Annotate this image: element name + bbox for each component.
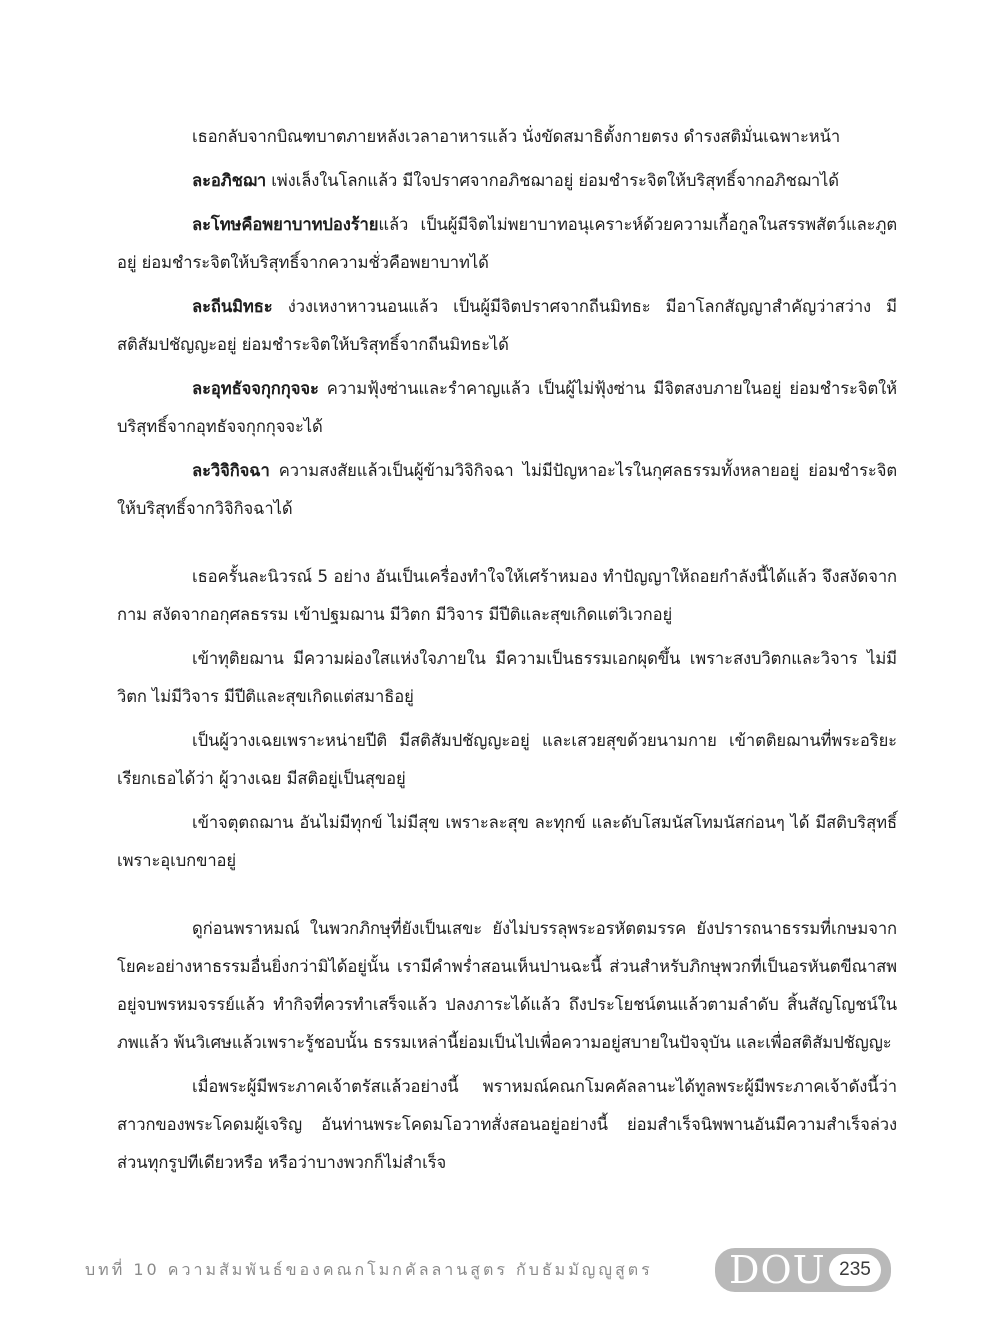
paragraph-bold: ละถีนมิทธะ [192, 297, 273, 316]
paragraph [117, 370, 897, 446]
paragraph [117, 118, 897, 156]
paragraph-text: เข้าจตุตถฌาน อันไม่มีทุกข์ ไม่มีสุข เพราะละสุข ละทุกข์ และดับโสมนัสโทมนัสก่อนๆ ได้ มีสติบริสุทธิ์เพราะอุเบกขาอยู่ [117, 813, 897, 870]
footer-badge [715, 1248, 891, 1292]
paragraph [117, 162, 897, 200]
paragraph-bold: ละโทษคือพยาบาทปองร้าย [192, 215, 379, 234]
paragraph-text: เข้าทุติยฌาน มีความผ่องใสแห่งใจภายใน มีความเป็นธรรมเอกผุดขึ้น เพราะสงบวิตกและวิจาร ไม่มีวิตก ไม่มีวิจาร มีปีติและสุขเกิดแต่สมาธิอยู่ [117, 649, 897, 706]
paragraph-bold: ละวิจิกิจฉา [192, 461, 270, 480]
paragraph [117, 722, 897, 798]
paragraph-bold: ละอภิชฌา [192, 171, 267, 190]
paragraph-text: ง่วงเหงาหาวนอนแล้ว เป็นผู้มีจิตปราศจากถีนมิทธะ มีอาโลกสัญญาสำคัญว่าสว่าง มีสติสัมปชัญญะอยู่ ย่อมชำระจิตให้บริสุทธิ์จากถีนมิทธะได้ [117, 297, 897, 354]
paragraph-bold: ละอุทธัจจกุกกุจจะ [192, 379, 319, 398]
paragraph-text: เธอกลับจากบิณฑบาตภายหลังเวลาอาหารแล้ว นั่งขัดสมาธิตั้งกายตรง ดำรงสติมั่นเฉพาะหน้า [192, 127, 841, 146]
paragraph-text: เป็นผู้วางเฉยเพราะหน่ายปีติ มีสติสัมปชัญญะอยู่ และเสวยสุขด้วยนามกาย เข้าตติยฌานที่พระอริยะเรียกเธอได้ว่า ผู้วางเฉย มีสติอยู่เป็นสุขอยู่ [117, 731, 897, 788]
paragraph-text: ดูก่อนพราหมณ์ ในพวกภิกษุที่ยังเป็นเสขะ ยังไม่บรรลุพระอรหัตตมรรค ยังปรารถนาธรรมที่เกษมจากโยคะอย่างหาธรรมอื่นยิ่งกว่ามิได้อยู่นั้น เรามีคำพร่ำสอนเห็นปานฉะนี้ ส่วนสำหรับภิกษุพวกที่เป็นอรหันตขีณาสพ อยู่จบพรหมจรรย์แล้ว ทำกิจที่ควรทำเสร็จแล้ว ปลงภาระได้แล้ว ถึงประโยชน์ตนแล้วตามลำดับ สิ้นสัญโญชน์ในภพแล้ว พ้นวิเศษแล้วเพราะรู้ชอบนั้น ธรรมเหล่านี้ย่อมเป็นไปเพื่อความอยู่สบายในปัจจุบัน และเพื่อสติสัมปชัญญะ [117, 919, 897, 1052]
paragraph-text: เมื่อพระผู้มีพระภาคเจ้าตรัสแล้วอย่างนี้ พราหมณ์คณกโมคคัลลานะได้ทูลพระผู้มีพระภาคเจ้าดังนี้ว่า สาวกของพระโคดมผู้เจริญ อันท่านพระโคดมโอวาทสั่งสอนอยู่อย่างนี้ ย่อมสำเร็จนิพพานอันมีความสำเร็จล่วงส่วนทุกรูปทีเดียวหรือ หรือว่าบางพวกก็ไม่สำเร็จ [117, 1077, 897, 1172]
paragraph [117, 804, 897, 880]
paragraph-text: ความสงสัยแล้วเป็นผู้ข้ามวิจิกิจฉา ไม่มีปัญหาอะไรในกุศลธรรมทั้งหลายอยู่ ย่อมชำระจิตให้บริสุทธิ์จากวิจิกิจฉาได้ [117, 461, 897, 518]
paragraph [117, 288, 897, 364]
paragraph-text: แล้ว เป็นผู้มีจิตไม่พยาบาทอนุเคราะห์ด้วยความเกื้อกูลในสรรพสัตว์และภูตอยู่ ย่อมชำระจิตให้บริสุทธิ์จากความชั่วคือพยาบาทได้ [117, 215, 897, 272]
paragraph [117, 452, 897, 528]
body-text [117, 118, 897, 1188]
dou-logo: DOU [729, 1248, 826, 1292]
paragraph [117, 206, 897, 282]
page-number: 235 [829, 1254, 881, 1286]
paragraph-text: เธอครั้นละนิวรณ์ 5 อย่าง อันเป็นเครื่องทำใจให้เศร้าหมอง ทำปัญญาให้ถอยกำลังนี้ได้แล้ว จึงสงัดจากกาม สงัดจากอกุศลธรรม เข้าปฐมฌาน มีวิตก มีวิจาร มีปีติและสุขเกิดแต่วิเวกอยู่ [117, 567, 897, 624]
paragraph-text: ความฟุ้งซ่านและรำคาญแล้ว เป็นผู้ไม่ฟุ้งซ่าน มีจิตสงบภายในอยู่ ย่อมชำระจิตให้บริสุทธิ์จากอุทธัจจกุกกุจจะได้ [117, 379, 897, 436]
paragraph [117, 910, 897, 1062]
chapter-title: บทที่ 10 ความสัมพันธ์ของคณกโมกคัลลานสูตร กับธัมมัญญูสูตร [85, 1260, 653, 1279]
paragraph-text: เพ่งเล็งในโลกแล้ว มีใจปราศจากอภิชฌาอยู่ ย่อมชำระจิตให้บริสุทธิ์จากอภิชฌาได้ [266, 171, 839, 190]
paragraph [117, 1068, 897, 1182]
paragraph [117, 558, 897, 634]
paragraph [117, 640, 897, 716]
page-footer [85, 1248, 895, 1294]
